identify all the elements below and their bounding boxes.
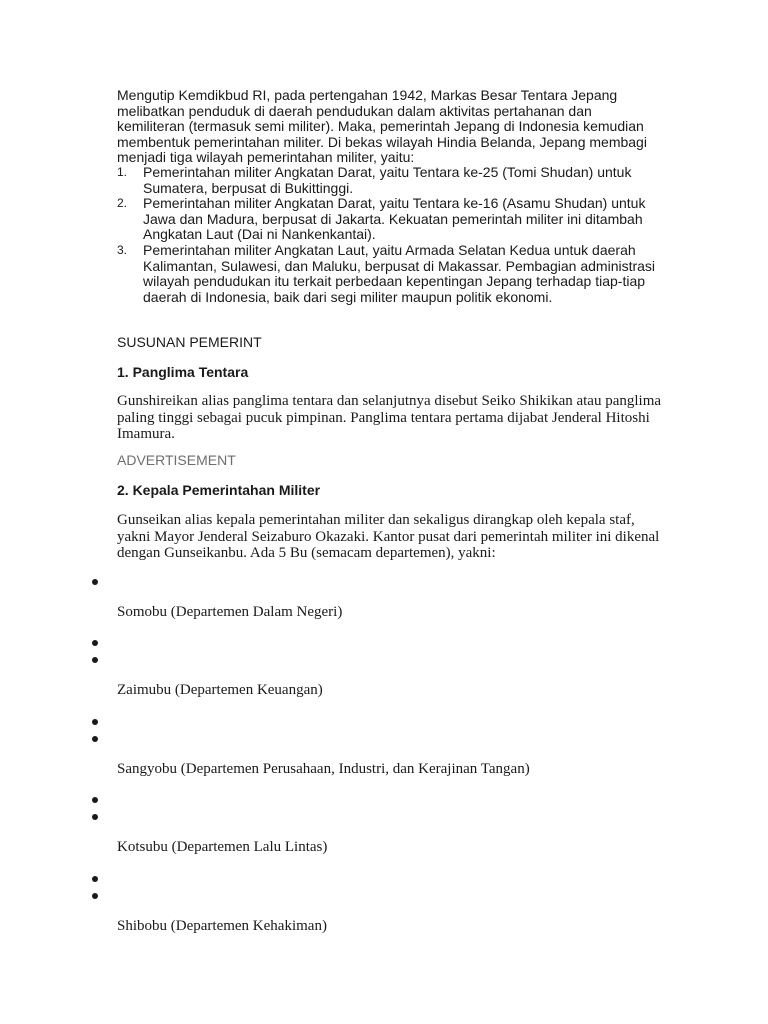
list-number: 2. [117,196,128,211]
advertisement-label: ADVERTISEMENT [117,452,236,468]
bullet-icon [92,579,98,585]
bullet-icon [92,736,98,742]
list-item [117,165,662,196]
list-item: Zaimubu (Departemen Keuangan) [117,682,323,698]
list-number: 3. [117,242,128,257]
intro-paragraph: Mengutip Kemdikbud RI, pada pertengahan 1942, Markas Besar Tentara Jepang melibatkan penduduk di daerah pendudukan dalam aktivitas pertahanan dan kemiliteran (termasuk semi militer). Maka, pemerintah Jepang di Indonesia kemudian membentuk pemerintahan militer. Di bekas wilayah Hindia Belanda, Jepang membagi menjadi tiga wilayah pemerintahan militer, yaitu: [117,87,647,166]
section-title: SUSUNAN PEMERINT [117,334,262,350]
paragraph-gunseikan: Gunseikan alias kepala pemerintahan militer dan sekaligus dirangkap oleh kepala staf, yakni Mayor Jenderal Seizaburo Okazaki. Kantor pusat dari pemerintah militer ini dikenal dengan Gunseikanbu. Ada 5 Bu (semacam departemen), yakni: [117,512,660,561]
bullet-icon [92,640,98,646]
bullet-icon [92,876,98,882]
heading-panglima-tentara: 1. Panglima Tentara [117,364,249,380]
list-item: Shibobu (Departemen Kehakiman) [117,918,327,934]
list-item [117,243,662,305]
bullet-icon [92,814,98,820]
list-item: Kotsubu (Departemen Lalu Lintas) [117,839,328,855]
military-regions-list [117,165,662,305]
bullet-icon [92,797,98,803]
list-item: Sangyobu (Departemen Perusahaan, Industri, dan Kerajinan Tangan) [117,761,530,777]
list-item-text: Pemerintahan militer Angkatan Darat, yaitu Tentara ke-25 (Tomi Shudan) untuk Sumatera, berpusat di Bukittinggi. [143,164,632,196]
bullet-icon [92,719,98,725]
heading-kepala-pemerintahan: 2. Kepala Pemerintahan Militer [117,482,321,498]
bullet-icon [92,657,98,663]
list-item [117,196,662,243]
list-item-text: Pemerintahan militer Angkatan Darat, yaitu Tentara ke-16 (Asamu Shudan) untuk Jawa dan Madura, berpusat di Jakarta. Kekuatan pemerintah militer ini ditambah Angkatan Laut (Dai ni Nankenkantai). [143,195,646,243]
bullet-icon [92,893,98,899]
list-number: 1. [117,165,128,179]
list-item-text: Pemerintahan militer Angkatan Laut, yaitu Armada Selatan Kedua untuk daerah Kalimantan, Sulawesi, dan Maluku, berpusat di Makassar. Pembagian administrasi wilayah pendudukan itu terkait perbedaan kepentingan Jepang terhadap tiap-tiap daerah di Indonesia, baik dari segi militer maupun politik ekonomi. [143,241,656,305]
paragraph-panglima: Gunshireikan alias panglima tentara dan selanjutnya disebut Seiko Shikikan atau panglima paling tinggi sebagai pucuk pimpinan. Panglima tentara pertama dijabat Jenderal Hitoshi Imamura. [117,393,662,442]
list-item: Somobu (Departemen Dalam Negeri) [117,604,343,620]
